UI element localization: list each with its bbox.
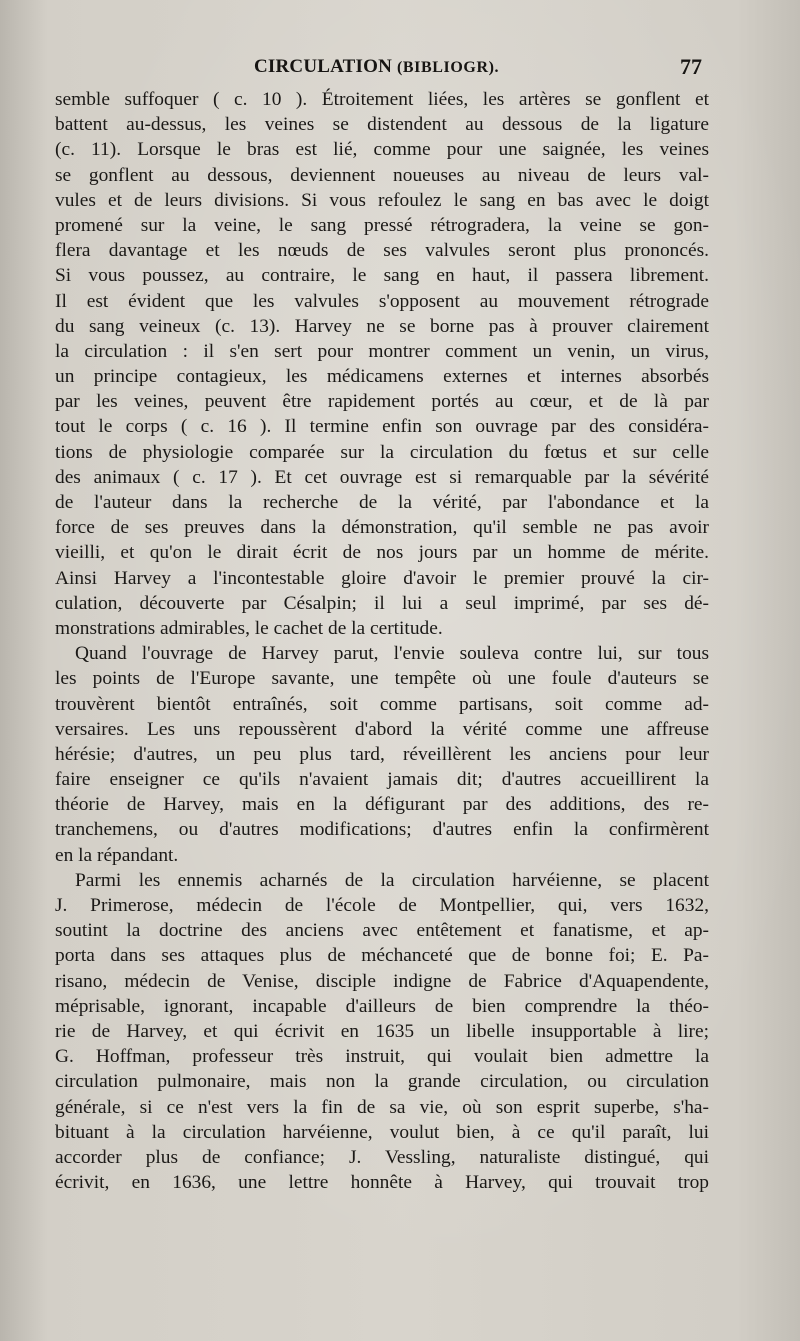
text-line: les points de l'Europe savante, une tempête où une foule d'auteurs se — [55, 668, 709, 690]
text-line: vules et de leurs divisions. Si vous refoulez le sang en bas avec le doigt — [55, 189, 709, 211]
text-line: semble suffoquer ( c. 10 ). Étroitement liées, les artères se gonflent et — [55, 89, 709, 110]
text-line: rie de Harvey, et qui écrivit en 1635 un libelle insupportable à lire; — [55, 1020, 709, 1042]
text-line: (c. 11). Lorsque le bras est lié, comme pour une saignée, les veines — [55, 139, 709, 161]
text-line: générale, si ce n'est vers la fin de sa vie, où son esprit superbe, s'ha- — [55, 1096, 709, 1118]
text-line: vieilli, et qu'on le dirait écrit de nos jours par un homme de mérite. — [55, 542, 709, 564]
text-line: hérésie; d'autres, un peu plus tard, réveillèrent les anciens pour leur — [55, 743, 709, 765]
text-line: bituant à la circulation harvéienne, voulut bien, à ce qu'il paraît, lui — [55, 1121, 709, 1143]
text-line: écrivit, en 1636, une lettre honnête à Harvey, qui trouvait trop — [55, 1172, 709, 1194]
text-line: battent au-dessus, les veines se distendent au dessous de la ligature — [55, 114, 709, 136]
text-line: tions de physiologie comparée sur la circulation du fœtus et sur celle — [55, 441, 709, 463]
running-title — [254, 56, 499, 78]
text-line: soutint la doctrine des anciens avec entêtement et fanatisme, et ap- — [55, 920, 709, 942]
text-line: risano, médecin de Venise, disciple indigne de Fabrice d'Aquapendente, — [55, 970, 709, 992]
page-number: 77 — [680, 54, 702, 79]
text-line: flera davantage et les nœuds de ses valvules seront plus prononcés. — [55, 240, 709, 262]
text-line: la circulation : il s'en sert pour montrer comment un venin, un virus, — [55, 340, 709, 362]
paragraph-start-line: Quand l'ouvrage de Harvey parut, l'envie souleva contre lui, sur tous — [75, 643, 709, 665]
text-line: accorder plus de confiance; J. Vessling, naturaliste distingué, qui — [55, 1146, 709, 1168]
text-line: culation, découverte par Césalpin; il lui a seul imprimé, par ses dé- — [55, 592, 709, 614]
text-line: méprisable, ignorant, incapable d'ailleurs de bien comprendre la théo- — [55, 995, 709, 1017]
text-line: force de ses preuves dans la démonstration, qu'il semble ne pas avoir — [55, 517, 709, 539]
text-line: trouvèrent bientôt entraînés, soit comme partisans, soit comme ad- — [55, 693, 709, 715]
text-line: de l'auteur dans la recherche de la vérité, par l'abondance et la — [55, 492, 709, 513]
paragraph-start-line: Parmi les ennemis acharnés de la circulation harvéienne, se placent — [75, 869, 709, 891]
page-header — [56, 56, 710, 86]
text-line: faire enseigner ce qu'ils n'avaient jamais dit; d'autres accueillirent la — [55, 769, 709, 791]
text-line: versaires. Les uns repoussèrent d'abord la vérité comme une affreuse — [55, 718, 709, 740]
text-line: se gonflent au dessous, deviennent noueuses au niveau de leurs val- — [55, 164, 709, 186]
text-line: du sang veineux (c. 13). Harvey ne se borne pas à prouver clairement — [55, 315, 709, 337]
running-title-section: (BIBLIOGR). — [396, 59, 500, 76]
text-line: un principe contagieux, les médicamens externes et internes absorbés — [55, 366, 709, 388]
text-line: monstrations admirables, le cachet de la certitude. — [55, 617, 443, 639]
running-title-main: CIRCULATION — [254, 56, 393, 77]
text-line: par les veines, peuvent être rapidement portés au cœur, et de là par — [55, 391, 709, 413]
text-line: promené sur la veine, le sang pressé rétrogradera, la veine se gon- — [55, 214, 709, 236]
text-line: Ainsi Harvey a l'incontestable gloire d'avoir le premier prouvé la cir- — [55, 567, 709, 589]
text-line: Si vous poussez, au contraire, le sang en haut, il passera librement. — [55, 265, 709, 287]
text-line: tranchemens, ou d'autres modifications; d'autres enfin la confirmèrent — [55, 819, 709, 841]
text-line: J. Primerose, médecin de l'école de Montpellier, qui, vers 1632, — [55, 895, 709, 916]
text-line: porta dans ses attaques plus de méchanceté que de bonne foi; E. Pa- — [55, 945, 709, 967]
text-line: circulation pulmonaire, mais non la grande circulation, ou circulation — [55, 1071, 709, 1093]
text-line: Il est évident que les valvules s'opposent au mouvement rétrograde — [55, 290, 709, 312]
text-line: théorie de Harvey, mais en la défigurant par des additions, des re- — [55, 794, 709, 816]
text-line: en la répandant. — [55, 844, 179, 866]
body-text — [55, 87, 709, 1195]
text-line: G. Hoffman, professeur très instruit, qui voulait bien admettre la — [55, 1046, 709, 1068]
text-line: tout le corps ( c. 16 ). Il termine enfin son ouvrage par des considéra- — [55, 416, 709, 438]
text-line: des animaux ( c. 17 ). Et cet ouvrage est si remarquable par la sévérité — [55, 466, 709, 488]
